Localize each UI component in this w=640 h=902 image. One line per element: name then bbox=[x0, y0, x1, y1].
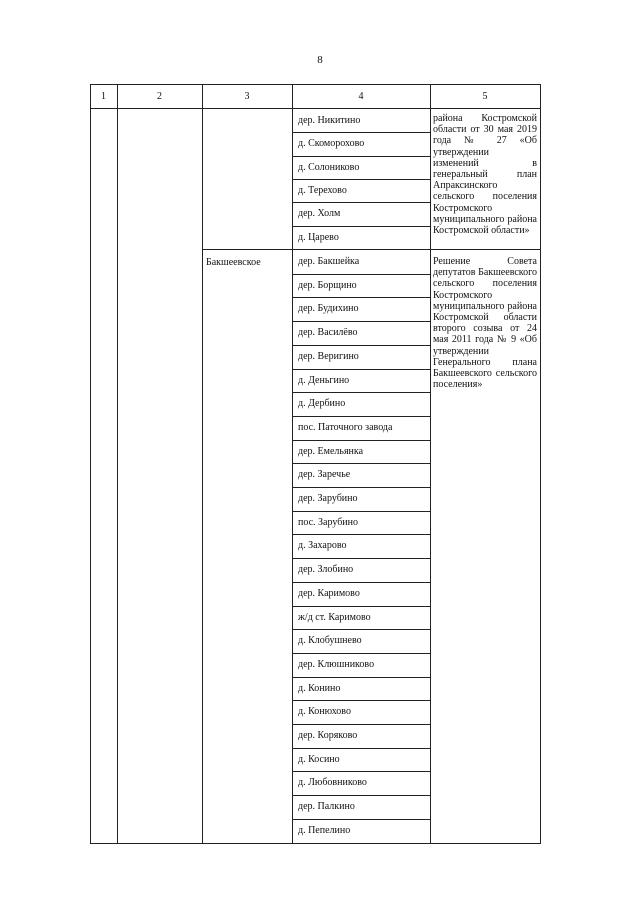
village-cell: дер. Злобино bbox=[298, 564, 354, 576]
village-cell: дер. Коряково bbox=[298, 730, 358, 741]
header-col-2: 2 bbox=[157, 91, 162, 102]
village-cell: д. Захарово bbox=[298, 540, 347, 552]
village-cell: д. Солониково bbox=[298, 161, 360, 173]
village-cell: д. Косино bbox=[298, 753, 340, 765]
village-cell: д. Клобушнево bbox=[298, 635, 362, 647]
col-border-0 bbox=[90, 84, 91, 844]
village-cell: дер. Веригино bbox=[298, 350, 359, 362]
header-col-3: 3 bbox=[244, 91, 250, 102]
village-cell: дер. Бакшейка bbox=[298, 256, 360, 267]
village-cell: дер. Никитино bbox=[298, 115, 361, 126]
village-cell: дер. Борщино bbox=[298, 279, 357, 291]
col-border-3 bbox=[292, 84, 293, 844]
village-cell: дер. Заречье bbox=[298, 469, 351, 481]
table-bottom-border bbox=[90, 843, 541, 844]
village-cell: пос. Зарубино bbox=[298, 516, 359, 528]
header-col-5: 5 bbox=[482, 91, 488, 102]
village-cell: дер. Василёво bbox=[298, 327, 358, 339]
village-cell: д. Скоморохово bbox=[298, 138, 365, 150]
page-number: 8 bbox=[317, 54, 323, 66]
village-cell: пос. Паточного завода bbox=[298, 421, 393, 433]
group-divider bbox=[202, 249, 541, 250]
col-border-1 bbox=[117, 84, 118, 844]
village-cell: д. Конино bbox=[298, 682, 341, 694]
village-cell: д. Деньгино bbox=[298, 374, 350, 386]
village-cell: д. Пепелино bbox=[298, 824, 351, 836]
group1-description: района Костромской области от 30 мая 2019 года № 27 «Об утверждении изменений в генеральный план Апраксинского сельского поселения Костромского муниципального района Костромской области» bbox=[433, 113, 537, 237]
village-cell: д. Царево bbox=[298, 231, 339, 243]
village-cell: дер. Зарубино bbox=[298, 493, 358, 504]
village-cell: д. Любовниково bbox=[298, 777, 367, 789]
village-cell: дер. Палкино bbox=[298, 801, 355, 813]
village-cell: д. Дербино bbox=[298, 398, 346, 410]
village-cell: дер. Емельянка bbox=[298, 445, 364, 457]
col-border-4 bbox=[430, 84, 431, 844]
village-cell: дер. Каримово bbox=[298, 587, 360, 599]
village-cell: дер. Холм bbox=[298, 208, 341, 220]
village-cell: дер. Клюшниково bbox=[298, 658, 375, 670]
header-col-1: 1 bbox=[101, 91, 106, 102]
group2-description: Решение Совета депутатов Бакшеевского сельского поселения Костромского муниципального района Костромской области второго созыва от 24 мая 2011 года № 9 «Об утверждении Генерального плана Бакшеевского сельского поселения» bbox=[433, 256, 537, 391]
village-cell: д. Конюхово bbox=[298, 706, 351, 718]
village-cell: д. Терехово bbox=[298, 184, 347, 196]
col-border-5 bbox=[540, 84, 541, 844]
settlement-name: Бакшеевское bbox=[206, 257, 261, 268]
village-cell: ж/д ст. Каримово bbox=[298, 611, 371, 623]
header-col-4: 4 bbox=[358, 91, 364, 102]
col-border-2 bbox=[202, 84, 203, 844]
village-cell: дер. Будихино bbox=[298, 303, 359, 315]
